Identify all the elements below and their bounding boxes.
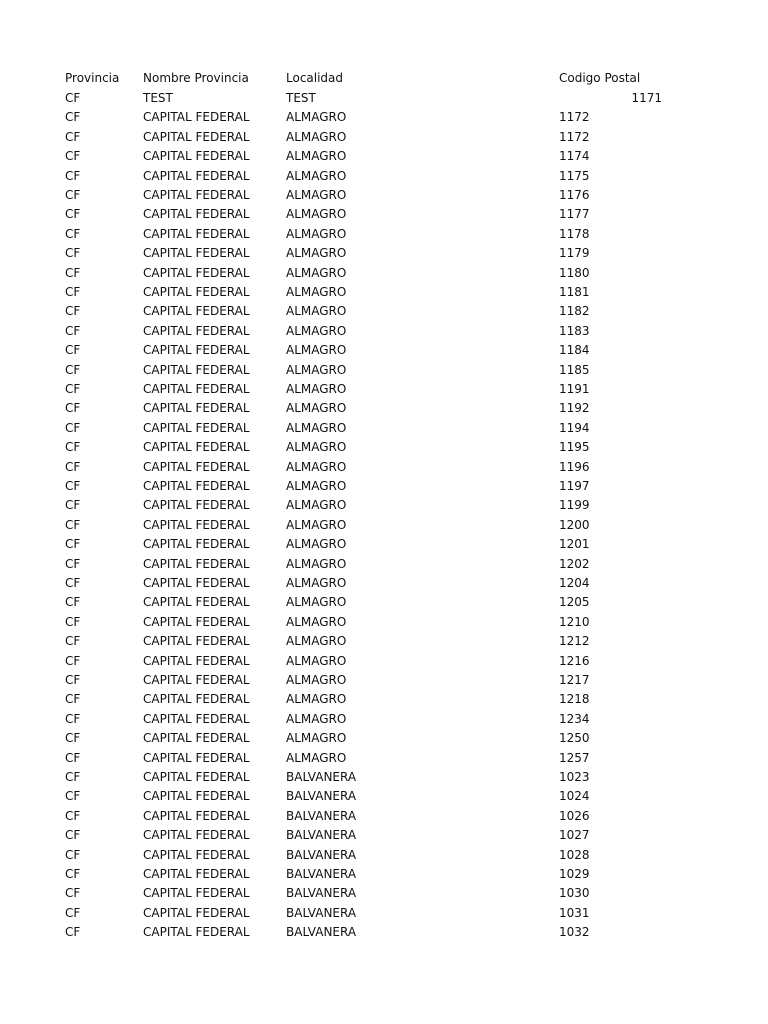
cell-nombre-provincia: CAPITAL FEDERAL <box>143 343 250 357</box>
cell-provincia: CF <box>65 246 81 260</box>
cell-nombre-provincia: CAPITAL FEDERAL <box>143 266 250 280</box>
cell-provincia: CF <box>65 634 81 648</box>
cell-provincia: CF <box>65 498 81 512</box>
cell-provincia: CF <box>65 440 81 454</box>
cell-codigo-postal: 1171 <box>631 91 662 105</box>
table-row <box>0 865 768 884</box>
cell-codigo-postal: 1192 <box>559 401 590 415</box>
cell-codigo-postal: 1180 <box>559 266 590 280</box>
cell-provincia: CF <box>65 363 81 377</box>
cell-provincia: CF <box>65 304 81 318</box>
cell-localidad: BALVANERA <box>286 867 357 881</box>
cell-codigo-postal: 1172 <box>559 130 590 144</box>
table-row <box>0 632 768 651</box>
cell-codigo-postal: 1178 <box>559 227 590 241</box>
table-row <box>0 729 768 748</box>
table-row <box>0 574 768 593</box>
cell-codigo-postal: 1217 <box>559 673 590 687</box>
header-provincia: Provincia <box>65 71 120 85</box>
table-row <box>0 652 768 671</box>
table-row <box>0 690 768 709</box>
cell-provincia: CF <box>65 324 81 338</box>
cell-codigo-postal: 1182 <box>559 304 590 318</box>
cell-localidad: ALMAGRO <box>286 246 347 260</box>
cell-localidad: ALMAGRO <box>286 595 347 609</box>
cell-codigo-postal: 1201 <box>559 537 590 551</box>
cell-localidad: ALMAGRO <box>286 518 347 532</box>
cell-nombre-provincia: CAPITAL FEDERAL <box>143 576 250 590</box>
cell-nombre-provincia: CAPITAL FEDERAL <box>143 557 250 571</box>
cell-localidad: BALVANERA <box>286 886 357 900</box>
table-row <box>0 496 768 515</box>
cell-nombre-provincia: CAPITAL FEDERAL <box>143 188 250 202</box>
cell-localidad: BALVANERA <box>286 925 357 939</box>
cell-nombre-provincia: CAPITAL FEDERAL <box>143 382 250 396</box>
cell-localidad: ALMAGRO <box>286 304 347 318</box>
table-row <box>0 167 768 186</box>
cell-provincia: CF <box>65 751 81 765</box>
table-row <box>0 302 768 321</box>
cell-provincia: CF <box>65 401 81 415</box>
cell-provincia: CF <box>65 537 81 551</box>
cell-codigo-postal: 1195 <box>559 440 590 454</box>
cell-provincia: CF <box>65 906 81 920</box>
table-row <box>0 225 768 244</box>
cell-localidad: ALMAGRO <box>286 227 347 241</box>
cell-localidad: ALMAGRO <box>286 188 347 202</box>
cell-nombre-provincia: CAPITAL FEDERAL <box>143 828 250 842</box>
cell-nombre-provincia: CAPITAL FEDERAL <box>143 692 250 706</box>
cell-localidad: ALMAGRO <box>286 731 347 745</box>
cell-nombre-provincia: CAPITAL FEDERAL <box>143 149 250 163</box>
table-row <box>0 341 768 360</box>
cell-localidad: ALMAGRO <box>286 498 347 512</box>
cell-codigo-postal: 1197 <box>559 479 590 493</box>
cell-provincia: CF <box>65 518 81 532</box>
cell-codigo-postal: 1032 <box>559 925 590 939</box>
cell-nombre-provincia: CAPITAL FEDERAL <box>143 324 250 338</box>
cell-codigo-postal: 1176 <box>559 188 590 202</box>
cell-provincia: CF <box>65 227 81 241</box>
cell-provincia: CF <box>65 343 81 357</box>
cell-codigo-postal: 1234 <box>559 712 590 726</box>
cell-localidad: ALMAGRO <box>286 110 347 124</box>
cell-nombre-provincia: CAPITAL FEDERAL <box>143 848 250 862</box>
table-row <box>0 710 768 729</box>
cell-codigo-postal: 1185 <box>559 363 590 377</box>
cell-nombre-provincia: CAPITAL FEDERAL <box>143 460 250 474</box>
cell-nombre-provincia: TEST <box>143 91 173 105</box>
table-row <box>0 380 768 399</box>
cell-nombre-provincia: CAPITAL FEDERAL <box>143 654 250 668</box>
table-row <box>0 535 768 554</box>
cell-provincia: CF <box>65 886 81 900</box>
cell-codigo-postal: 1029 <box>559 867 590 881</box>
cell-codigo-postal: 1027 <box>559 828 590 842</box>
cell-provincia: CF <box>65 595 81 609</box>
cell-codigo-postal: 1202 <box>559 557 590 571</box>
cell-codigo-postal: 1257 <box>559 751 590 765</box>
cell-nombre-provincia: CAPITAL FEDERAL <box>143 751 250 765</box>
cell-nombre-provincia: CAPITAL FEDERAL <box>143 595 250 609</box>
header-localidad: Localidad <box>286 71 344 85</box>
cell-localidad: BALVANERA <box>286 848 357 862</box>
cell-provincia: CF <box>65 91 81 105</box>
cell-provincia: CF <box>65 692 81 706</box>
cell-provincia: CF <box>65 149 81 163</box>
cell-provincia: CF <box>65 770 81 784</box>
cell-codigo-postal: 1175 <box>559 169 590 183</box>
cell-provincia: CF <box>65 615 81 629</box>
cell-provincia: CF <box>65 479 81 493</box>
cell-localidad: BALVANERA <box>286 809 357 823</box>
table-row <box>0 807 768 826</box>
table-row <box>0 826 768 845</box>
cell-codigo-postal: 1196 <box>559 460 590 474</box>
cell-codigo-postal: 1205 <box>559 595 590 609</box>
cell-localidad: ALMAGRO <box>286 751 347 765</box>
cell-nombre-provincia: CAPITAL FEDERAL <box>143 227 250 241</box>
cell-codigo-postal: 1184 <box>559 343 590 357</box>
cell-localidad: ALMAGRO <box>286 654 347 668</box>
cell-nombre-provincia: CAPITAL FEDERAL <box>143 110 250 124</box>
cell-localidad: ALMAGRO <box>286 712 347 726</box>
cell-localidad: ALMAGRO <box>286 421 347 435</box>
table-row <box>0 555 768 574</box>
cell-localidad: ALMAGRO <box>286 401 347 415</box>
cell-codigo-postal: 1024 <box>559 789 590 803</box>
table-row <box>0 438 768 457</box>
cell-provincia: CF <box>65 460 81 474</box>
cell-nombre-provincia: CAPITAL FEDERAL <box>143 207 250 221</box>
table-row <box>0 108 768 127</box>
cell-localidad: ALMAGRO <box>286 557 347 571</box>
table-row <box>0 186 768 205</box>
cell-codigo-postal: 1026 <box>559 809 590 823</box>
cell-nombre-provincia: CAPITAL FEDERAL <box>143 615 250 629</box>
cell-codigo-postal: 1028 <box>559 848 590 862</box>
cell-localidad: TEST <box>286 91 316 105</box>
cell-nombre-provincia: CAPITAL FEDERAL <box>143 925 250 939</box>
cell-codigo-postal: 1179 <box>559 246 590 260</box>
table-row <box>0 205 768 224</box>
cell-codigo-postal: 1212 <box>559 634 590 648</box>
cell-provincia: CF <box>65 207 81 221</box>
cell-codigo-postal: 1218 <box>559 692 590 706</box>
cell-nombre-provincia: CAPITAL FEDERAL <box>143 498 250 512</box>
cell-localidad: ALMAGRO <box>286 382 347 396</box>
cell-nombre-provincia: CAPITAL FEDERAL <box>143 518 250 532</box>
cell-localidad: ALMAGRO <box>286 207 347 221</box>
cell-nombre-provincia: CAPITAL FEDERAL <box>143 421 250 435</box>
cell-localidad: ALMAGRO <box>286 363 347 377</box>
cell-localidad: BALVANERA <box>286 789 357 803</box>
cell-nombre-provincia: CAPITAL FEDERAL <box>143 285 250 299</box>
cell-codigo-postal: 1031 <box>559 906 590 920</box>
cell-nombre-provincia: CAPITAL FEDERAL <box>143 770 250 784</box>
cell-provincia: CF <box>65 130 81 144</box>
cell-codigo-postal: 1199 <box>559 498 590 512</box>
cell-localidad: ALMAGRO <box>286 343 347 357</box>
table-row <box>0 923 768 942</box>
cell-provincia: CF <box>65 925 81 939</box>
cell-nombre-provincia: CAPITAL FEDERAL <box>143 169 250 183</box>
table-row <box>0 283 768 302</box>
cell-provincia: CF <box>65 673 81 687</box>
cell-nombre-provincia: CAPITAL FEDERAL <box>143 440 250 454</box>
cell-codigo-postal: 1204 <box>559 576 590 590</box>
cell-provincia: CF <box>65 382 81 396</box>
cell-provincia: CF <box>65 789 81 803</box>
table-row <box>0 768 768 787</box>
cell-provincia: CF <box>65 731 81 745</box>
cell-codigo-postal: 1216 <box>559 654 590 668</box>
table-row <box>0 458 768 477</box>
cell-localidad: ALMAGRO <box>286 479 347 493</box>
cell-nombre-provincia: CAPITAL FEDERAL <box>143 712 250 726</box>
cell-localidad: ALMAGRO <box>286 324 347 338</box>
cell-nombre-provincia: CAPITAL FEDERAL <box>143 673 250 687</box>
cell-nombre-provincia: CAPITAL FEDERAL <box>143 363 250 377</box>
cell-nombre-provincia: CAPITAL FEDERAL <box>143 886 250 900</box>
cell-nombre-provincia: CAPITAL FEDERAL <box>143 634 250 648</box>
cell-nombre-provincia: CAPITAL FEDERAL <box>143 867 250 881</box>
table-row <box>0 516 768 535</box>
cell-localidad: BALVANERA <box>286 906 357 920</box>
cell-localidad: ALMAGRO <box>286 673 347 687</box>
cell-provincia: CF <box>65 169 81 183</box>
cell-localidad: ALMAGRO <box>286 537 347 551</box>
cell-codigo-postal: 1191 <box>559 382 590 396</box>
cell-nombre-provincia: CAPITAL FEDERAL <box>143 246 250 260</box>
table-row <box>0 884 768 903</box>
cell-localidad: ALMAGRO <box>286 634 347 648</box>
cell-localidad: BALVANERA <box>286 770 357 784</box>
cell-localidad: ALMAGRO <box>286 285 347 299</box>
cell-nombre-provincia: CAPITAL FEDERAL <box>143 731 250 745</box>
cell-localidad: ALMAGRO <box>286 130 347 144</box>
table-row <box>0 613 768 632</box>
cell-nombre-provincia: CAPITAL FEDERAL <box>143 304 250 318</box>
cell-nombre-provincia: CAPITAL FEDERAL <box>143 479 250 493</box>
table-row <box>0 128 768 147</box>
table-row <box>0 264 768 283</box>
table-row <box>0 846 768 865</box>
cell-localidad: ALMAGRO <box>286 576 347 590</box>
cell-provincia: CF <box>65 188 81 202</box>
cell-codigo-postal: 1210 <box>559 615 590 629</box>
cell-codigo-postal: 1181 <box>559 285 590 299</box>
cell-provincia: CF <box>65 421 81 435</box>
table-row <box>0 749 768 768</box>
cell-provincia: CF <box>65 828 81 842</box>
table-row <box>0 361 768 380</box>
cell-codigo-postal: 1174 <box>559 149 590 163</box>
table-row <box>0 147 768 166</box>
table-row <box>0 477 768 496</box>
cell-provincia: CF <box>65 285 81 299</box>
cell-localidad: ALMAGRO <box>286 440 347 454</box>
cell-provincia: CF <box>65 557 81 571</box>
cell-nombre-provincia: CAPITAL FEDERAL <box>143 537 250 551</box>
cell-provincia: CF <box>65 576 81 590</box>
cell-nombre-provincia: CAPITAL FEDERAL <box>143 906 250 920</box>
cell-localidad: ALMAGRO <box>286 169 347 183</box>
cell-codigo-postal: 1250 <box>559 731 590 745</box>
table-row <box>0 399 768 418</box>
cell-provincia: CF <box>65 848 81 862</box>
table-row <box>0 89 768 108</box>
table-row <box>0 322 768 341</box>
table-row <box>0 419 768 438</box>
cell-localidad: ALMAGRO <box>286 692 347 706</box>
cell-localidad: ALMAGRO <box>286 266 347 280</box>
table-row <box>0 904 768 923</box>
cell-codigo-postal: 1030 <box>559 886 590 900</box>
cell-nombre-provincia: CAPITAL FEDERAL <box>143 130 250 144</box>
cell-localidad: ALMAGRO <box>286 460 347 474</box>
cell-codigo-postal: 1200 <box>559 518 590 532</box>
cell-nombre-provincia: CAPITAL FEDERAL <box>143 401 250 415</box>
cell-provincia: CF <box>65 266 81 280</box>
table-row <box>0 787 768 806</box>
cell-provincia: CF <box>65 867 81 881</box>
cell-localidad: ALMAGRO <box>286 149 347 163</box>
cell-codigo-postal: 1183 <box>559 324 590 338</box>
cell-nombre-provincia: CAPITAL FEDERAL <box>143 809 250 823</box>
cell-localidad: ALMAGRO <box>286 615 347 629</box>
table-row <box>0 671 768 690</box>
cell-provincia: CF <box>65 654 81 668</box>
cell-nombre-provincia: CAPITAL FEDERAL <box>143 789 250 803</box>
cell-codigo-postal: 1172 <box>559 110 590 124</box>
cell-codigo-postal: 1023 <box>559 770 590 784</box>
cell-provincia: CF <box>65 712 81 726</box>
cell-codigo-postal: 1177 <box>559 207 590 221</box>
table-row <box>0 593 768 612</box>
header-row <box>0 69 768 88</box>
header-nombre-provincia: Nombre Provincia <box>143 71 249 85</box>
cell-localidad: BALVANERA <box>286 828 357 842</box>
cell-provincia: CF <box>65 110 81 124</box>
header-codigo-postal: Codigo Postal <box>559 71 641 85</box>
cell-codigo-postal: 1194 <box>559 421 590 435</box>
table-row <box>0 244 768 263</box>
cell-provincia: CF <box>65 809 81 823</box>
